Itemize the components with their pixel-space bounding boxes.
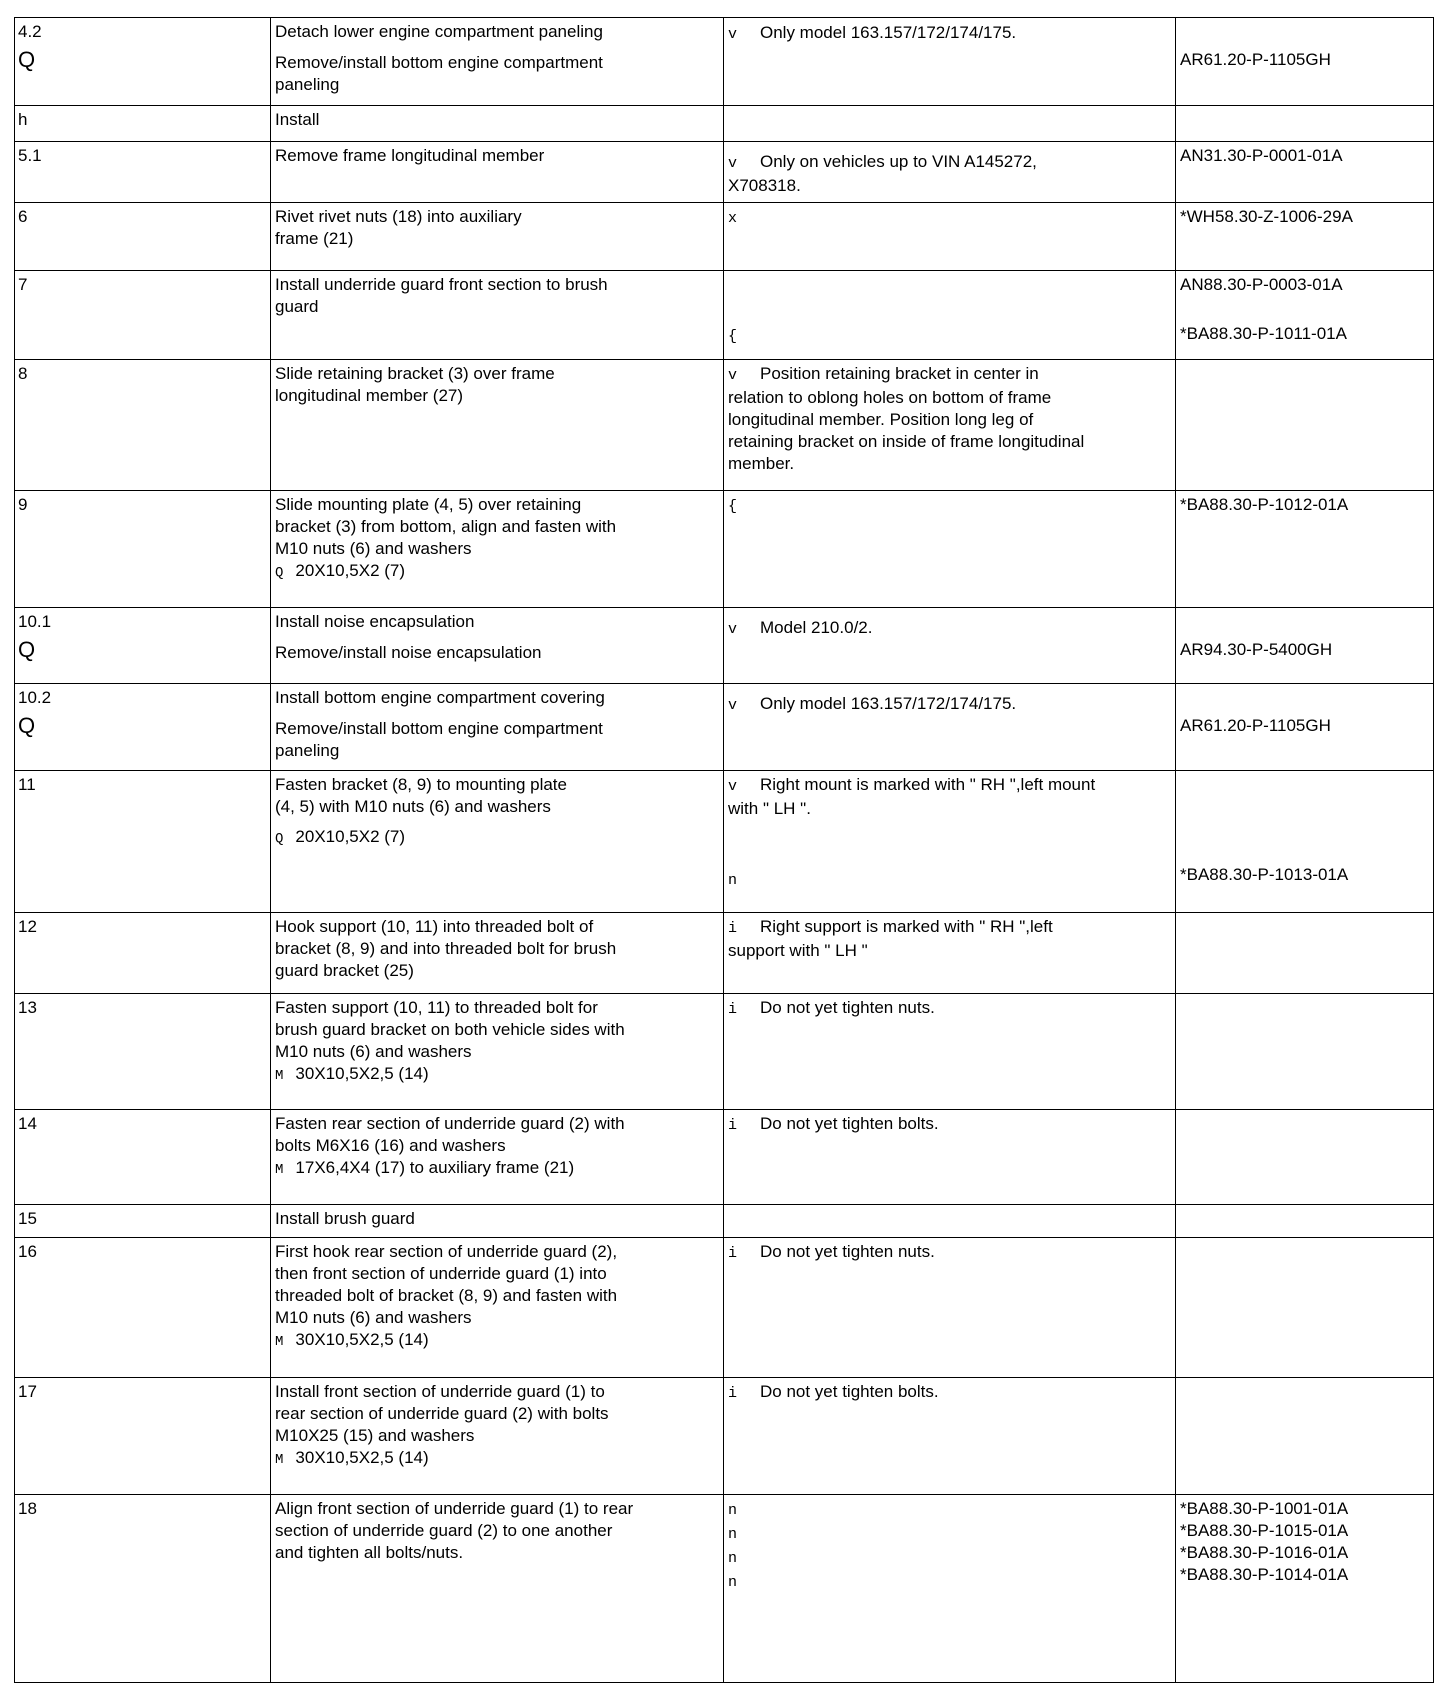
note-text: member.	[728, 454, 795, 473]
description-cell	[271, 684, 724, 771]
description-line: Fasten bracket (8, 9) to mounting plate	[275, 775, 567, 794]
step-cell	[15, 271, 271, 360]
note-line	[728, 940, 1171, 962]
note-line	[728, 1241, 1171, 1265]
procedure-table	[14, 17, 1434, 1683]
step-cell	[15, 1205, 271, 1238]
description-line: bolts M6X16 (16) and washers	[275, 1136, 506, 1155]
table-row	[15, 1238, 1434, 1378]
step-number: 6	[18, 207, 28, 226]
spec-line	[275, 1329, 719, 1353]
step-number: 4.2	[18, 22, 42, 41]
table-row	[15, 994, 1434, 1110]
description-line: M10 nuts (6) and washers	[275, 1042, 472, 1061]
note-symbol: i	[728, 1385, 738, 1402]
description-line: Install brush guard	[275, 1209, 415, 1228]
spec-value: 30X10,5X2,5 (14)	[295, 1448, 429, 1467]
reference-code: *BA88.30-P-1013-01A	[1180, 865, 1349, 884]
table-row	[15, 1110, 1434, 1205]
step-cell	[15, 771, 271, 913]
reference-code: AN88.30-P-0003-01A	[1180, 275, 1343, 294]
description-line: frame (21)	[275, 229, 354, 248]
description-line: Remove/install noise encapsulation	[275, 643, 542, 662]
note-line	[728, 798, 1171, 820]
description-line: M10 nuts (6) and washers	[275, 539, 472, 558]
reference-code: *WH58.30-Z-1006-29A	[1180, 207, 1353, 226]
description-line: section of underride guard (2) to one another	[275, 1521, 613, 1540]
note-text: Only on vehicles up to VIN A145272,	[760, 152, 1037, 171]
step-number: 8	[18, 364, 28, 383]
reference-cell	[1176, 1238, 1434, 1378]
spacer	[275, 709, 719, 718]
step-cell	[15, 491, 271, 608]
table-row	[15, 1495, 1434, 1683]
note-text: retaining bracket on inside of frame longitudinal	[728, 432, 1085, 451]
note-symbol: i	[728, 1001, 738, 1018]
reference-cell	[1176, 1110, 1434, 1205]
note-symbol: i	[728, 920, 738, 937]
note-line	[728, 1498, 1171, 1522]
note-text: Position retaining bracket in center in	[760, 364, 1039, 383]
spec-symbol: M	[275, 1334, 284, 1350]
description-cell	[271, 1378, 724, 1495]
note-symbol: x	[728, 210, 738, 227]
description-line: bracket (8, 9) and into threaded bolt for brush	[275, 939, 617, 958]
reference-cell	[1176, 1378, 1434, 1495]
step-cell	[15, 106, 271, 142]
description-line: then front section of underride guard (1) into	[275, 1264, 607, 1283]
spec-line	[275, 1063, 719, 1087]
description-cell	[271, 913, 724, 994]
step-cell	[15, 203, 271, 271]
reference-code: *BA88.30-P-1001-01A	[1180, 1499, 1349, 1518]
reference-code: AN31.30-P-0001-01A	[1180, 146, 1343, 165]
step-number: 15	[18, 1209, 37, 1228]
description-cell	[271, 1238, 724, 1378]
table-row	[15, 1378, 1434, 1495]
step-cell	[15, 1238, 271, 1378]
reference-cell	[1176, 491, 1434, 608]
description-line: Remove/install bottom engine compartment	[275, 53, 603, 72]
description-line: Detach lower engine compartment paneling	[275, 22, 603, 41]
step-number: 11	[18, 775, 36, 794]
description-line: M10X25 (15) and washers	[275, 1426, 475, 1445]
notes-cell	[724, 360, 1176, 491]
table-row	[15, 608, 1434, 684]
step-cell	[15, 18, 271, 106]
table-row	[15, 271, 1434, 360]
spacer	[275, 43, 719, 52]
description-line: Fasten rear section of underride guard (2) with	[275, 1114, 625, 1133]
description-line: Install noise encapsulation	[275, 612, 475, 631]
description-cell	[271, 771, 724, 913]
note-text: Do not yet tighten bolts.	[760, 1382, 939, 1401]
note-line	[728, 1522, 1171, 1546]
notes-cell	[724, 1110, 1176, 1205]
notes-cell	[724, 1495, 1176, 1683]
note-text: relation to oblong holes on bottom of frame	[728, 388, 1052, 407]
note-line	[728, 1570, 1171, 1594]
note-symbol: n	[728, 1574, 738, 1591]
table-row	[15, 18, 1434, 106]
description-line: Install underride guard front section to brush	[275, 275, 608, 294]
reference-code: *BA88.30-P-1012-01A	[1180, 495, 1349, 514]
step-number: 10.1	[18, 612, 52, 631]
note-text: Do not yet tighten nuts.	[760, 1242, 935, 1261]
description-cell	[271, 608, 724, 684]
reference-cell	[1176, 771, 1434, 913]
description-line: bracket (3) from bottom, align and fasten with	[275, 517, 617, 536]
description-line: paneling	[275, 741, 340, 760]
note-symbol: v	[728, 697, 738, 714]
spec-line	[275, 1157, 719, 1181]
description-line: threaded bolt of bracket (8, 9) and fasten with	[275, 1286, 618, 1305]
note-text: Right mount is marked with " RH ",left mount	[760, 775, 1096, 794]
note-line	[728, 206, 1171, 230]
description-cell	[271, 271, 724, 360]
note-line	[728, 617, 1171, 641]
sub-step-symbol: Q	[18, 47, 36, 72]
spec-line	[275, 1447, 719, 1471]
notes-cell	[724, 1238, 1176, 1378]
note-symbol: {	[728, 498, 738, 515]
step-number: 18	[18, 1499, 37, 1518]
reference-cell	[1176, 913, 1434, 994]
reference-cell	[1176, 684, 1434, 771]
step-number: 12	[18, 917, 37, 936]
reference-cell	[1176, 994, 1434, 1110]
note-line	[728, 175, 1171, 197]
notes-cell	[724, 1378, 1176, 1495]
description-line: Install front section of underride guard (1) to	[275, 1382, 605, 1401]
notes-cell	[724, 684, 1176, 771]
description-line: and tighten all bolts/nuts.	[275, 1543, 464, 1562]
note-symbol: v	[728, 26, 738, 43]
step-cell	[15, 913, 271, 994]
note-symbol: i	[728, 1117, 738, 1134]
step-cell	[15, 142, 271, 203]
note-text: Right support is marked with " RH ",left	[760, 917, 1053, 936]
reference-cell	[1176, 142, 1434, 203]
description-line: Fasten support (10, 11) to threaded bolt for	[275, 998, 598, 1017]
description-cell	[271, 203, 724, 271]
reference-code	[1180, 21, 1429, 43]
reference-code: *BA88.30-P-1011-01A	[1180, 324, 1347, 343]
table-row	[15, 360, 1434, 491]
note-symbol: n	[728, 872, 738, 889]
step-cell	[15, 1378, 271, 1495]
note-line	[728, 916, 1171, 940]
note-line	[728, 453, 1171, 475]
reference-code	[1180, 611, 1429, 633]
step-number: 13	[18, 998, 37, 1017]
description-line: brush guard bracket on both vehicle sides with	[275, 1020, 625, 1039]
table-row	[15, 203, 1434, 271]
notes-cell	[724, 271, 1176, 360]
description-cell	[271, 1495, 724, 1683]
notes-cell	[724, 608, 1176, 684]
reference-cell	[1176, 203, 1434, 271]
note-line	[728, 431, 1171, 453]
reference-cell	[1176, 1205, 1434, 1238]
note-text: Do not yet tighten nuts.	[760, 998, 935, 1017]
reference-code: *BA88.30-P-1014-01A	[1180, 1565, 1349, 1584]
note-line	[728, 1381, 1171, 1405]
description-cell	[271, 106, 724, 142]
description-line: Hook support (10, 11) into threaded bolt of	[275, 917, 594, 936]
spec-symbol: Q	[275, 565, 284, 581]
note-symbol: {	[728, 328, 738, 345]
note-line	[728, 22, 1171, 46]
description-line: Rivet rivet nuts (18) into auxiliary	[275, 207, 522, 226]
step-number: 5.1	[18, 146, 42, 165]
table-row	[15, 1205, 1434, 1238]
step-number: 17	[18, 1382, 37, 1401]
note-line	[728, 997, 1171, 1021]
step-number: h	[18, 110, 28, 129]
reference-code: *BA88.30-P-1015-01A	[1180, 1521, 1349, 1540]
reference-cell	[1176, 18, 1434, 106]
notes-cell	[724, 1205, 1176, 1238]
spec-value: 20X10,5X2 (7)	[295, 561, 406, 580]
description-cell	[271, 994, 724, 1110]
spec-line	[275, 826, 719, 850]
reference-code	[1180, 687, 1429, 709]
note-line	[728, 151, 1171, 175]
spec-value: 20X10,5X2 (7)	[295, 827, 406, 846]
spec-line	[275, 560, 719, 584]
spec-symbol: M	[275, 1162, 284, 1178]
note-symbol: v	[728, 621, 738, 638]
note-text: X708318.	[728, 176, 801, 195]
description-line: longitudinal member (27)	[275, 386, 464, 405]
reference-cell	[1176, 271, 1434, 360]
description-line: Install bottom engine compartment covering	[275, 688, 605, 707]
description-cell	[271, 1110, 724, 1205]
description-line: Slide mounting plate (4, 5) over retaining	[275, 495, 582, 514]
step-number: 14	[18, 1114, 37, 1133]
note-symbol: v	[728, 155, 738, 172]
note-line	[728, 324, 1171, 348]
description-line: (4, 5) with M10 nuts (6) and washers	[275, 797, 551, 816]
spec-value: 17X6,4X4 (17) to auxiliary frame (21)	[295, 1158, 575, 1177]
note-symbol: v	[728, 778, 738, 795]
reference-code: AR94.30-P-5400GH	[1180, 640, 1333, 659]
notes-cell	[724, 18, 1176, 106]
note-line	[728, 387, 1171, 409]
description-line: M10 nuts (6) and washers	[275, 1308, 472, 1327]
description-cell	[271, 360, 724, 491]
description-line: guard bracket (25)	[275, 961, 414, 980]
note-text: Only model 163.157/172/174/175.	[760, 694, 1017, 713]
note-text: Model 210.0/2.	[760, 618, 873, 637]
table-row	[15, 913, 1434, 994]
notes-cell	[724, 106, 1176, 142]
notes-cell	[724, 203, 1176, 271]
spec-value: 30X10,5X2,5 (14)	[295, 1330, 429, 1349]
note-symbol: n	[728, 1550, 738, 1567]
note-symbol: n	[728, 1526, 738, 1543]
table-row	[15, 684, 1434, 771]
step-cell	[15, 1495, 271, 1683]
spacer	[275, 633, 719, 642]
description-line: Slide retaining bracket (3) over frame	[275, 364, 555, 383]
description-cell	[271, 142, 724, 203]
sub-step-symbol: Q	[18, 713, 36, 738]
description-line: Install	[275, 110, 320, 129]
note-text: Only model 163.157/172/174/175.	[760, 23, 1017, 42]
note-symbol: i	[728, 1245, 738, 1262]
description-line: paneling	[275, 75, 340, 94]
note-text: Do not yet tighten bolts.	[760, 1114, 939, 1133]
note-text: support with " LH "	[728, 941, 868, 960]
note-line	[728, 363, 1171, 387]
reference-cell	[1176, 106, 1434, 142]
step-cell	[15, 1110, 271, 1205]
step-number: 9	[18, 495, 28, 514]
note-line	[728, 494, 1171, 518]
description-cell	[271, 1205, 724, 1238]
reference-code: AR61.20-P-1105GH	[1180, 50, 1331, 69]
step-cell	[15, 360, 271, 491]
description-line: First hook rear section of underride guard (2),	[275, 1242, 618, 1261]
table-row	[15, 142, 1434, 203]
description-line: Remove/install bottom engine compartment	[275, 719, 603, 738]
reference-cell	[1176, 360, 1434, 491]
note-text: longitudinal member. Position long leg of	[728, 410, 1034, 429]
step-cell	[15, 608, 271, 684]
note-line	[728, 1113, 1171, 1137]
notes-cell	[724, 142, 1176, 203]
sub-step-symbol: Q	[18, 637, 36, 662]
note-text: with " LH ".	[728, 799, 811, 818]
note-line	[728, 774, 1171, 798]
note-line	[728, 693, 1171, 717]
spec-symbol: Q	[275, 831, 284, 847]
note-symbol: v	[728, 367, 738, 384]
description-line: rear section of underride guard (2) with bolts	[275, 1404, 609, 1423]
spec-symbol: M	[275, 1452, 284, 1468]
description-line: guard	[275, 297, 319, 316]
step-cell	[15, 684, 271, 771]
spec-value: 30X10,5X2,5 (14)	[295, 1064, 429, 1083]
note-line	[728, 1546, 1171, 1570]
note-line	[728, 868, 1171, 892]
step-number: 7	[18, 275, 28, 294]
reference-code: *BA88.30-P-1016-01A	[1180, 1543, 1349, 1562]
description-line: Remove frame longitudinal member	[275, 146, 545, 165]
description-line: Align front section of underride guard (1) to rear	[275, 1499, 634, 1518]
reference-cell	[1176, 608, 1434, 684]
step-number: 16	[18, 1242, 37, 1261]
table-row	[15, 491, 1434, 608]
reference-cell	[1176, 1495, 1434, 1683]
notes-cell	[724, 491, 1176, 608]
note-symbol: n	[728, 1502, 738, 1519]
step-number: 10.2	[18, 688, 52, 707]
table-row	[15, 106, 1434, 142]
notes-cell	[724, 994, 1176, 1110]
table-row	[15, 771, 1434, 913]
description-cell	[271, 18, 724, 106]
notes-cell	[724, 771, 1176, 913]
reference-code: AR61.20-P-1105GH	[1180, 716, 1331, 735]
step-cell	[15, 994, 271, 1110]
spec-symbol: M	[275, 1068, 284, 1084]
description-cell	[271, 491, 724, 608]
notes-cell	[724, 913, 1176, 994]
note-line	[728, 409, 1171, 431]
